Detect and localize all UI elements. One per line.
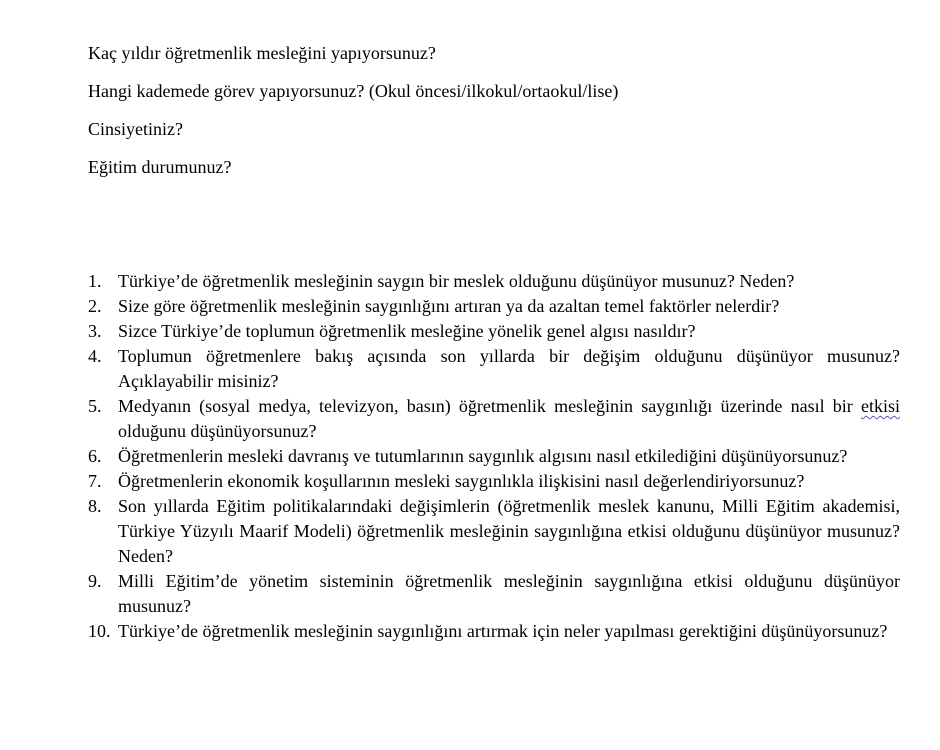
question-number: 2. — [88, 296, 102, 316]
question-item — [88, 619, 900, 644]
intro-question-education: Eğitim durumunuz? — [88, 157, 232, 177]
question-number: 5. — [88, 396, 102, 416]
question-text: Öğretmenlerin ekonomik koşullarının mesleki saygınlıkla ilişkisini nasıl değerlendiriyorsunuz? — [118, 471, 805, 491]
intro-question-experience: Kaç yıldır öğretmenlik mesleğini yapıyorsunuz? — [88, 43, 436, 63]
question-number: 8. — [88, 496, 102, 516]
question-number: 7. — [88, 471, 102, 491]
question-text-part: Medyanın (sosyal medya, televizyon, basın) öğretmenlik mesleğinin saygınlığı üzerinde nasıl bir — [118, 396, 861, 416]
intro-question-level: Hangi kademede görev yapıyorsunuz? (Okul öncesi/ilkokul/ortaokul/lise) — [88, 81, 619, 101]
question-text-part: olduğunu düşünüyorsunuz? — [118, 421, 317, 441]
question-item — [88, 469, 900, 494]
question-text: Türkiye’de öğretmenlik mesleğinin saygın bir meslek olduğunu düşünüyor musunuz? Neden? — [118, 271, 795, 291]
question-item — [88, 269, 900, 294]
question-number: 6. — [88, 446, 102, 466]
spellcheck-underlined-word: etkisi — [861, 396, 900, 416]
question-text: Toplumun öğretmenlere bakış açısında son yıllarda bir değişim olduğunu düşünüyor musunuz? Açıklayabilir misiniz? — [118, 346, 900, 391]
question-text: Öğretmenlerin mesleki davranış ve tutumlarının saygınlık algısını nasıl etkilediğini düşünüyorsunuz? — [118, 446, 848, 466]
question-item — [88, 344, 900, 394]
question-number: 3. — [88, 321, 102, 341]
question-number: 9. — [88, 571, 102, 591]
question-item — [88, 294, 900, 319]
question-text — [118, 394, 900, 444]
question-number: 4. — [88, 346, 102, 366]
question-item — [88, 494, 900, 569]
question-text: Son yıllarda Eğitim politikalarındaki değişimlerin (öğretmenlik meslek kanunu, Milli Eğitim akademisi, Türkiye Yüzyılı Maarif Modeli) öğretmenlik mesleğinin saygınlığına etkisi olduğunu düşünüyor musunuz? Neden? — [118, 496, 900, 566]
question-number: 10. — [88, 621, 111, 641]
question-text: Türkiye’de öğretmenlik mesleğinin saygınlığını artırmak için neler yapılması gerektiğini düşünüyorsunuz? — [118, 621, 888, 641]
question-list — [88, 269, 900, 644]
question-text: Sizce Türkiye’de toplumun öğretmenlik mesleğine yönelik genel algısı nasıldır? — [118, 321, 696, 341]
intro-question-gender: Cinsiyetiniz? — [88, 119, 183, 139]
question-text: Size göre öğretmenlik mesleğinin saygınlığını artıran ya da azaltan temel faktörler nelerdir? — [118, 296, 780, 316]
question-item — [88, 569, 900, 619]
question-text: Milli Eğitim’de yönetim sisteminin öğretmenlik mesleğinin saygınlığına etkisi olduğunu düşünüyor musunuz? — [118, 571, 900, 616]
question-item — [88, 444, 900, 469]
question-item — [88, 319, 900, 344]
question-item — [88, 394, 900, 444]
question-number: 1. — [88, 271, 102, 291]
